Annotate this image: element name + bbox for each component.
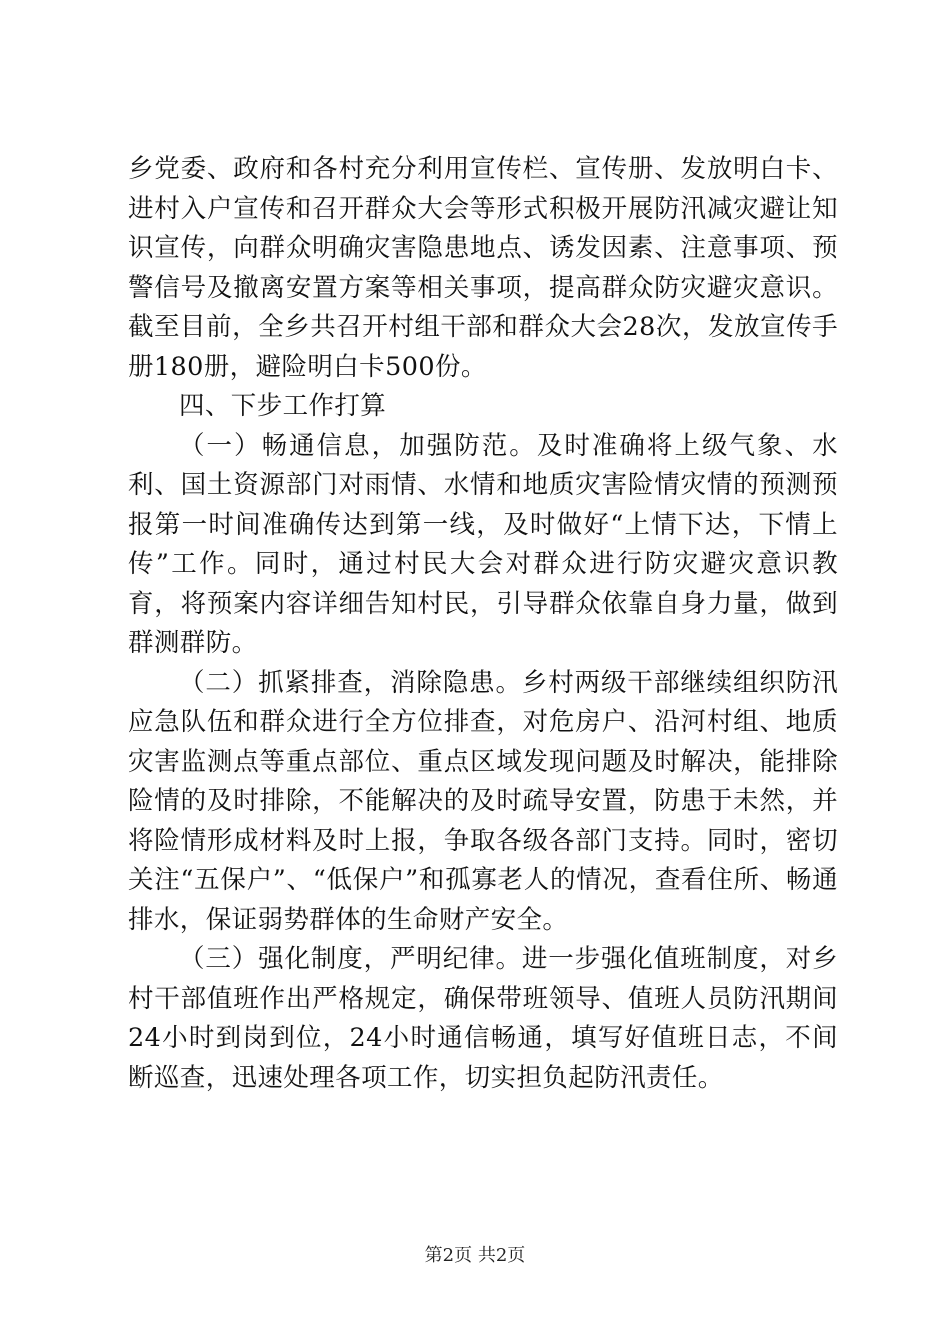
section-heading: 四、下步工作打算 — [179, 391, 387, 421]
paragraph-item-3: （三）强化制度，严明纪律。进一步强化值班制度，对乡村干部值班作出严格规定，确保带班领导、值班人员防汛期间24小时到岗到位，24小时通信畅通，填写好值班日志，不间断巡查，迅速处理各项工作，切实担负起防汛责任。 — [128, 944, 838, 1093]
paragraph-continued: 乡党委、政府和各村充分利用宣传栏、宣传册、发放明白卡、进村入户宣传和召开群众大会等形式积极开展防汛减灾避让知识宣传，向群众明确灾害隐患地点、诱发因素、注意事项、预警信号及撤离安置方案等相关事项，提高群众防灾避灾意识。截至目前，全乡共召开村组干部和群众大会28次，发放宣传手册180册，避险明白卡500份。 — [128, 154, 838, 382]
paragraph-item-2: （二）抓紧排查，消除隐患。乡村两级干部继续组织防汛应急队伍和群众进行全方位排查，对危房户、沿河村组、地质灾害监测点等重点部位、重点区域发现问题及时解决，能排除险情的及时排除，不能解决的及时疏导安置，防患于未然，并将险情形成材料及时上报，争取各级各部门支持。同时，密切关注“五保户”、“低保户”和孤寡老人的情况，查看住所、畅通排水，保证弱势群体的生命财产安全。 — [128, 667, 838, 935]
page-footer: 第2页 共2页 — [424, 1245, 526, 1266]
document-body — [128, 150, 838, 1098]
paragraph-item-1: （一）畅通信息，加强防范。及时准确将上级气象、水利、国土资源部门对雨情、水情和地质灾害险情灾情的预测预报第一时间准确传达到第一线，及时做好“上情下达，下情上传”工作。同时，通过村民大会对群众进行防灾避灾意识教育，将预案内容详细告知村民，引导群众依靠自身力量，做到群测群防。 — [128, 430, 838, 658]
